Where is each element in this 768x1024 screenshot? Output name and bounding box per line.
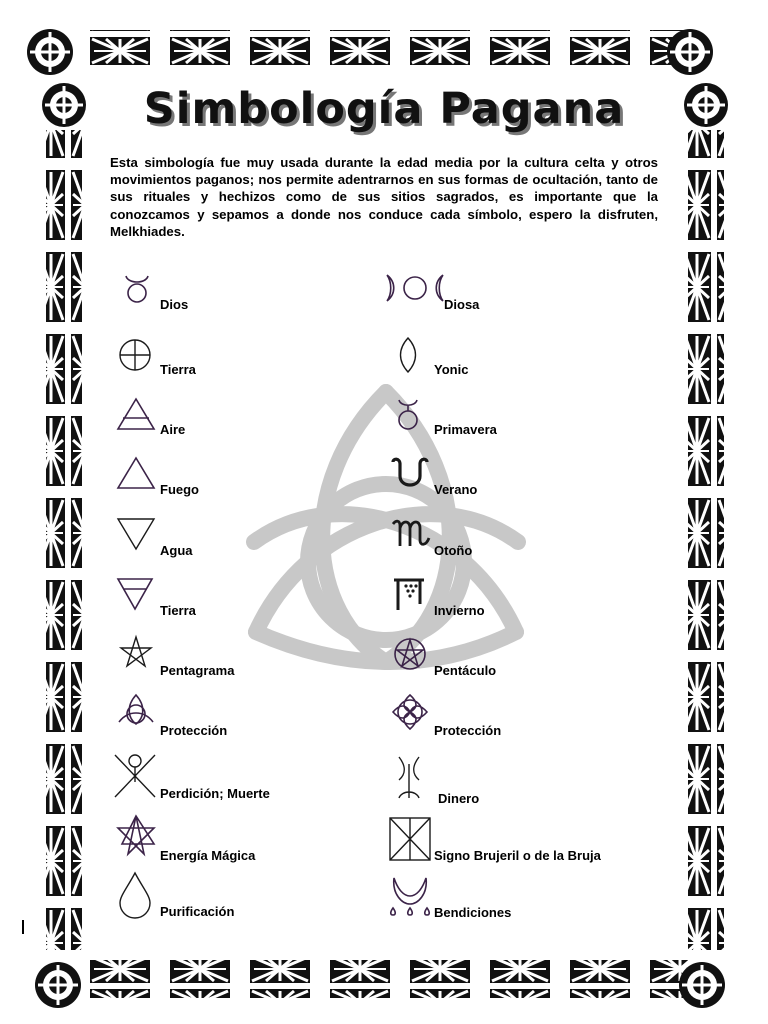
pentagram-icon: [118, 634, 154, 670]
label-dios: Dios: [160, 297, 189, 312]
label-yonic: Yonic: [434, 362, 469, 377]
label-verano: Verano: [434, 482, 478, 497]
circled-cross-icon: [117, 337, 153, 373]
label-pentagrama: Pentagrama: [160, 663, 235, 678]
spring-sign-icon: [395, 396, 421, 432]
fire-triangle-icon: [115, 455, 157, 491]
protection-knot-icon: [390, 692, 430, 732]
corner-knot-bottom-right: [679, 962, 725, 1008]
label-pentaculo: Pentáculo: [434, 663, 497, 678]
corner-knot-bottom-left: [35, 962, 81, 1008]
corner-knot-upper-left: [42, 83, 86, 127]
triquetra-watermark: [236, 372, 536, 682]
label-diosa: Diosa: [444, 297, 480, 312]
summer-sign-icon: [387, 456, 433, 492]
label-bendiciones: Bendiciones: [434, 905, 512, 920]
label-fuego: Fuego: [160, 482, 199, 497]
label-purificacion: Purificación: [160, 904, 235, 919]
label-signo-brujeril: Signo Brujeril o de la Bruja: [434, 848, 601, 863]
label-energia-magica: Energía Mágica: [160, 848, 256, 863]
triquetra-protection-icon: [116, 692, 156, 728]
money-rune-icon: [394, 754, 424, 800]
corner-knot-top-left: [27, 29, 73, 75]
page-title: Simbología Pagana: [143, 84, 625, 134]
water-triangle-icon: [115, 516, 157, 552]
label-agua: Agua: [160, 543, 193, 558]
corner-knot-top-right: [667, 29, 713, 75]
vesica-icon: [396, 335, 420, 375]
heptagram-icon: [114, 814, 158, 860]
blessing-moon-icon: [386, 874, 434, 918]
label-tierra-1: Tierra: [160, 362, 196, 377]
label-invierno: Invierno: [434, 603, 485, 618]
label-perdicion: Perdición; Muerte: [160, 786, 270, 801]
label-proteccion-2: Protección: [434, 723, 502, 738]
pentacle-icon: [392, 636, 428, 672]
label-aire: Aire: [160, 422, 186, 437]
autumn-sign-icon: [390, 516, 432, 550]
earth-triangle-icon: [115, 576, 155, 612]
water-drop-icon: [117, 870, 153, 920]
corner-knot-upper-right: [684, 83, 728, 127]
label-otono: Otoño: [434, 543, 473, 558]
death-rune-icon: [112, 752, 158, 800]
page-edge-mark: [22, 920, 24, 934]
label-tierra-2: Tierra: [160, 603, 196, 618]
triple-moon-icon: [384, 272, 446, 304]
label-proteccion-1: Protección: [160, 723, 228, 738]
horned-god-icon: [120, 272, 154, 306]
witch-sign-icon: [388, 816, 432, 862]
winter-sign-icon: [392, 576, 426, 612]
label-primavera: Primavera: [434, 422, 497, 437]
label-dinero: Dinero: [438, 791, 480, 806]
intro-paragraph: Esta simbología fue muy usada durante la edad media por la cultura celta y otros movimientos paganos; nos permite adentrarnos en sus formas de ocultación, tanto de sus rituales y hechizos como de sus sitios sagrados, es importante que la conozcamos y sepamos a donde nos conduce cada símbolo, espero la disfruten, Melkhiades.: [110, 155, 658, 239]
air-triangle-icon: [115, 396, 157, 432]
